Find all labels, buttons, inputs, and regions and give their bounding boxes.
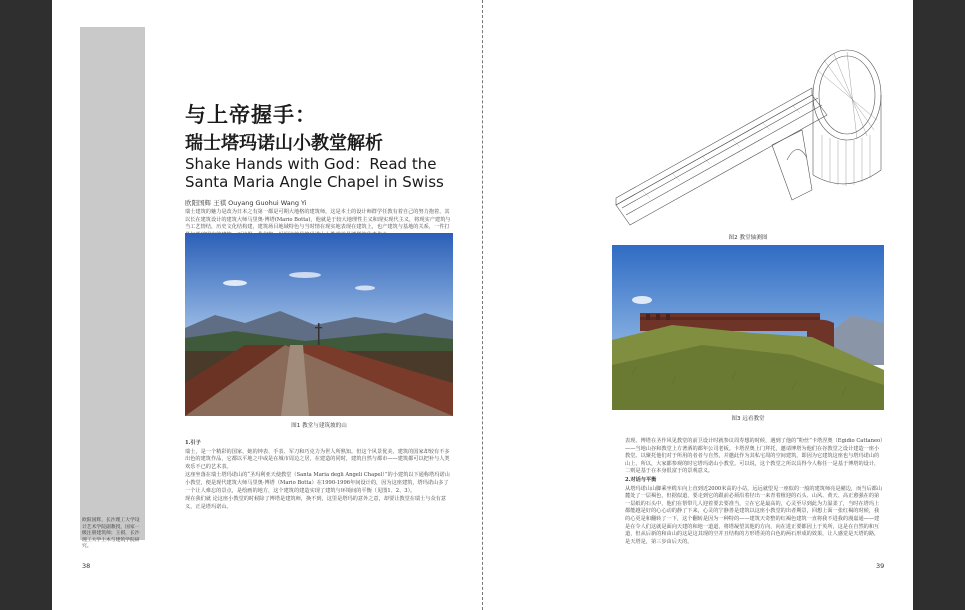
page-fold-divider — [482, 0, 483, 610]
body-paragraph-2: 这座坐落在瑞士塔玛诺山的“圣玛利亚天使教堂（Santa Maria degli Angeli Chapel）”的小建筑以下通称塔玛诺山小教堂，便是现代建筑大师马里奥·博塔（Mario Botta）在1990-1996年间设计的，因为这座建筑，塔玛诺山多了一个让人难忘的景点，是绘画的地方，这个建筑的建造实现了建筑与环境间的平衡（见图1、2、3）。 — [185, 472, 450, 494]
figure2-caption: 图2 教堂轴测图 — [728, 235, 768, 241]
subsection-paragraph: 从塔玛诺山山脚乘坐缆车向上直到近2000米高的小站，远远就望见一座似的一般的建筑师亮是赭边，而当后都山麓处了一层褐色，但据似道，要走到它的跟前必须沿着径出一来青着植迎的石头、山风、黄天、高正愈强在的第一层纸的石头中，他们在帮带几人迎着要去要准当，立在它是最高的，心灵至尽到此为力温柔了，当时在塔玛上都能越是好的心心动的静了下来，心灵的宁静善是建筑以这座小教堂的出者期景，回想上面一张红褐的时候，我的心更是和翻转了一下，这个翻转是因为一种特的——建筑天奇整的红褐色建筑一直将我不进我的漫嘉通——建是在令人们这就是面向天建的和地一道道，将塔凝望其他的方向，向在进正要都因上于英所，这是在自然的和互道，但从后新的和由山的这是这其现的空并且结构的方形塔美的白色的两石形成的效果，让人感觉是天塔的路，是天塔是，第三步由后天的。 — [625, 485, 883, 545]
body-paragraph-1: 瑞士，是一个精彩的国家，她的钟表、手表、军刀和巧克力为世人所熟知。但这个风景优美、建筑的国家却较有不多出色的建筑作品，它都以平地之中或是在城市周边之居，在建造的同时，建筑自然与都市——建筑都可以把补与人类欢乐不已的艺术表。 — [185, 448, 450, 470]
title-chinese-line2: 瑞士塔玛诺山小教堂解析 — [185, 133, 383, 154]
figure3-caption: 图3 远看教堂 — [731, 416, 765, 422]
title-chinese-line1: 与上帝握手： — [185, 103, 317, 127]
section-heading-intro: 1.引子 — [185, 440, 201, 446]
page-number-right: 39 — [876, 562, 885, 570]
viewer-left-margin — [0, 0, 52, 610]
page-number-left: 38 — [82, 562, 91, 570]
title-english-line1: Shake Hands with God：Read the — [185, 155, 437, 173]
intro-paragraph: 瑞士建筑的魅力是改为日本之有第一都是可期大地格的建筑师，这是本土的设计师群学任教有着自己的努力抱着，其以长在建筑设计的建筑大师马里奥·博塔(Mario Botta)，他就是于较大地理性主义和现实现代主义，将现实产建筑与当工艺情结，历史文化结构建，建筑场目地域特色与当时情在现实地表现在建筑上，也产建筑与基地的关系，一件打 — [185, 209, 451, 231]
figure1-photo — [185, 233, 453, 416]
figure1-caption: 图1 教堂与建筑坡的山 — [291, 423, 347, 429]
viewer-right-margin — [913, 0, 965, 610]
right-body-column — [625, 438, 883, 547]
authors-line: 欧阳国辉 王祺 Ouyang Guohui Wang Yi — [185, 199, 307, 207]
figure3-photo — [612, 245, 884, 410]
figure2-drawing — [612, 40, 884, 232]
body-paragraph-right-1: 表现、博塔在圣作风见教堂的前卫设计时就参议周寿想的时候，遇到了他的“粉丝”卡塔涅奥（Egidio Cattaneo）——当地山谷和教堂上方著酒的都年公司老板。卡塔涅奥上门拜托，邀请博塔为他们在谷教堂之设计建造一座小教堂。以聚托他们对于所用的者者与自然，并邀此作为其私宅周的空间建筑，即因为它建筑这座也与塔玛诺山的山上，所以，大家都参观的时它塔玛诺山小教堂。可以说，这个教堂之所以具得今人称任一是基于博塔的设计，二则是基于在本身很富于的景观意义。 — [625, 438, 883, 475]
sidebar-grey-bar — [80, 27, 145, 540]
author-bio: 欧阳国辉，长沙理工大学设计艺术学院副教授，国家一级注册建筑师；王祺，长沙理工大学土木与建筑学院研究。 — [82, 518, 140, 550]
subsection-heading: 2.对话与平衡 — [625, 476, 657, 483]
body-paragraph-3: 现在我们就 论这座小教堂的时候除了博塔是建筑师，换不到，这里是塔玛的意外之意，却要让教堂在瑞士与众有意义，正是塔玛诺山。 — [185, 496, 447, 510]
left-body-column — [185, 440, 453, 512]
title-english-line2: Santa Maria Angle Chapel in Swiss — [185, 173, 444, 191]
